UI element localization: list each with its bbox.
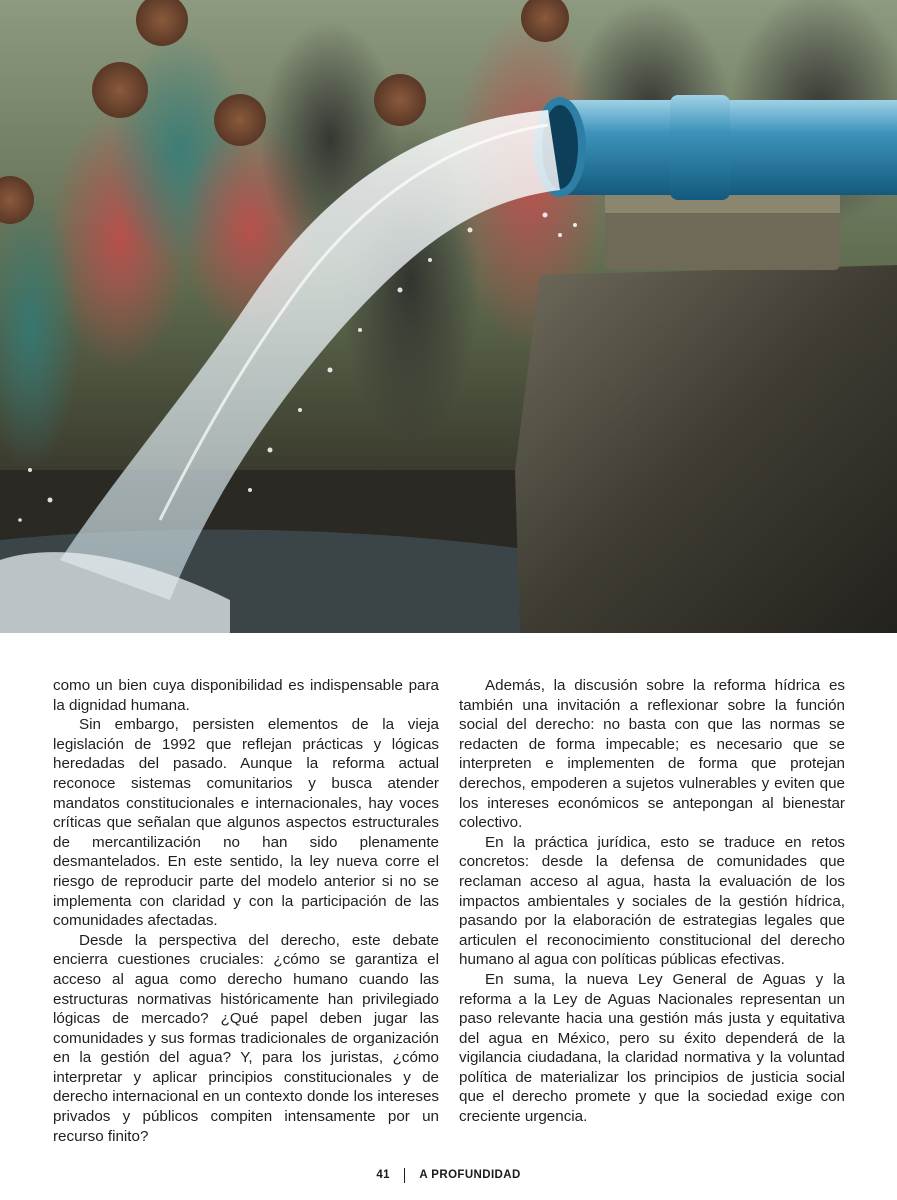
- paragraph: En la práctica jurídica, esto se traduce en retos concretos: desde la defensa de comunidades que reclaman acceso al agua, hasta la evaluación de los impactos ambientales y sociales de la gestión hídrica, pasando por la elaboración de estrategias legales que articulen el reconocimiento constitucional del derecho humano al agua con políticas públicas efectivas.: [459, 833, 845, 969]
- paragraph: como un bien cuya disponibilidad es indispensable para la dignidad humana.: [53, 677, 439, 714]
- paragraph: En suma, la nueva Ley General de Aguas y la reforma a la Ley de Aguas Nacionales representan un paso relevante hacia una gestión más justa y equitativa del agua en México, pero su éxito dependerá de la vigilancia ciudadana, la claridad normativa y la voluntad política de materializar los principios de justicia social que el derecho promete y que la sociedad exige con creciente urgencia.: [459, 970, 845, 1126]
- right-column: [459, 676, 845, 1150]
- paragraph: Sin embargo, persisten elementos de la vieja legislación de 1992 que reflejan prácticas y lógicas heredadas del pasado. Aunque la reforma actual reconoce sistemas comunitarios y busca atender mandatos constitucionales e internacionales, hay voces críticas que señalan que algunos aspectos estructurales de mercantilización no han sido plenamente desmantelados. En este sentido, la ley nueva corre el riesgo de reproducir parte del modelo anterior si no se implementa con claridad y con la participación de las comunidades afectadas.: [53, 716, 439, 930]
- page-footer: [0, 1166, 897, 1184]
- footer-divider: [404, 1168, 406, 1183]
- section-name: A PROFUNDIDAD: [419, 1169, 521, 1181]
- left-column: [53, 676, 439, 1150]
- paragraph: Desde la perspectiva del derecho, este debate encierra cuestiones cruciales: ¿cómo se garantiza el acceso al agua como derecho humano cuando las estructuras normativas históricamente han privilegiado lógicas de mercado? ¿Qué papel deben jugar las comunidades y sus formas tradicionales de organización en la gestión del agua? Y, para los juristas, ¿cómo interpretar y aplicar principios constitucionales y de derecho internacional en un contexto donde los intereses privados y públicos compiten intensamente por un recurso finito?: [53, 931, 439, 1145]
- page-number: 41: [376, 1169, 390, 1181]
- blue-pipe: [534, 95, 897, 200]
- article-body: [53, 676, 845, 1150]
- paragraph: Además, la discusión sobre la reforma hídrica es también una invitación a reflexionar sobre la función social del derecho: no basta con que las normas se redacten de forma impecable; es necesario que se interpreten e implementen de forma que protejan derechos, empoderen a sujetos vulnerables y eviten que los intereses económicos se antepongan al bienestar colectivo.: [459, 677, 845, 832]
